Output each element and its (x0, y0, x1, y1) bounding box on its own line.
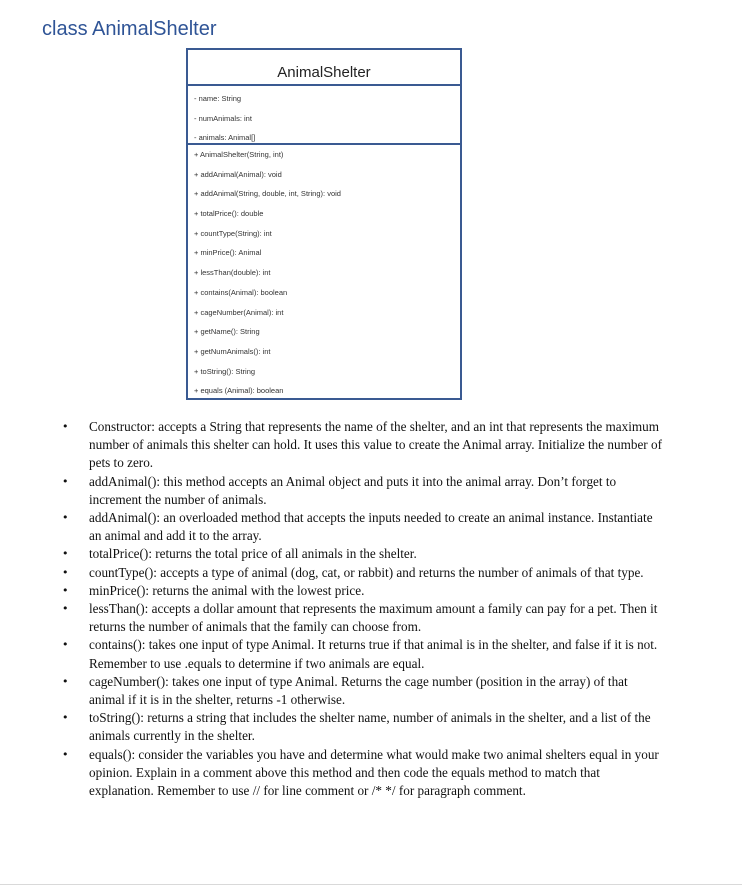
uml-method: + countType(String): int (194, 228, 272, 238)
uml-method: + lessThan(double): int (194, 268, 271, 278)
list-item-text: totalPrice(): returns the total price of all animals in the shelter. (89, 546, 417, 562)
uml-method: + addAnimal(Animal): void (194, 169, 282, 179)
list-item-text: countType(): accepts a type of animal (dog, cat, or rabbit) and returns the number of animals of that type. (89, 564, 644, 580)
method-description-list (62, 418, 662, 800)
page-heading: class AnimalShelter (42, 18, 217, 40)
uml-class-diagram (186, 48, 462, 400)
bullet-icon: • (62, 547, 69, 561)
uml-method: + equals (Animal): boolean (194, 386, 284, 396)
bullet-icon: • (62, 420, 69, 433)
uml-method: + minPrice(): Animal (194, 248, 262, 258)
list-item (62, 418, 662, 473)
uml-method: + getNumAnimals(): int (194, 346, 271, 356)
uml-method: + AnimalShelter(String, int) (194, 150, 284, 159)
uml-method: + addAnimal(String, double, int, String): void (194, 189, 341, 199)
list-item (62, 600, 662, 636)
list-item (62, 564, 662, 582)
bullet-icon: • (62, 602, 69, 616)
list-item-text: toString(): returns a string that includes the shelter name, number of animals in the shelter, and a list of the animals currently in the shelter. (89, 710, 651, 744)
uml-method: + cageNumber(Animal): int (194, 307, 284, 317)
uml-methods-section (188, 145, 460, 401)
list-item (62, 636, 662, 672)
list-item-text: minPrice(): returns the animal with the lowest price. (89, 582, 365, 598)
list-item (62, 509, 662, 545)
page-bottom-divider (0, 884, 742, 885)
uml-attribute: - numAnimals: int (194, 113, 252, 123)
uml-attributes-section (188, 86, 460, 145)
uml-attribute: - animals: Animal[] (194, 133, 256, 143)
bullet-icon: • (62, 511, 69, 525)
bullet-icon: • (62, 674, 69, 688)
uml-method: + getName(): String (194, 327, 260, 337)
uml-attribute: - name: String (194, 94, 242, 103)
bullet-icon: • (62, 565, 69, 579)
list-item-text: equals(): consider the variables you have and determine what would make two animal shelters equal in your opinion. Explain in a comment above this method and then code the equals method to match that explanation. Remember to use // for line comment or /* */ for paragraph comment. (89, 746, 659, 799)
list-item (62, 746, 662, 801)
list-item-text: addAnimal(): an overloaded method that accepts the inputs needed to create an animal instance. Instantiate an animal and add it to the array. (89, 510, 653, 544)
list-item-text: cageNumber(): takes one input of type Animal. Returns the cage number (position in the array) of that animal if it is in the shelter, returns -1 otherwise. (89, 673, 628, 708)
bullet-icon: • (62, 583, 69, 597)
uml-class-name: AnimalShelter (188, 50, 460, 86)
list-item (62, 473, 662, 509)
list-item-text: contains(): takes one input of type Animal. It returns true if that animal is in the shelter, and false if it is not. Remember to use .equals to determine if two animals are equal. (89, 637, 658, 671)
bullet-icon: • (62, 711, 69, 725)
list-item-text: lessThan(): accepts a dollar amount that represents the maximum amount a family can pay for a pet. Then it returns the number of animals that the family can choose from. (89, 601, 658, 635)
bullet-icon: • (62, 474, 69, 488)
uml-method: + contains(Animal): boolean (194, 287, 288, 297)
list-item (62, 582, 662, 600)
bullet-icon: • (62, 638, 69, 652)
uml-method: + totalPrice(): double (194, 209, 264, 219)
list-item (62, 709, 662, 745)
uml-method: + toString(): String (194, 366, 256, 376)
bullet-icon: • (62, 747, 69, 761)
list-item (62, 673, 662, 709)
list-item (62, 545, 662, 563)
list-item-text: Constructor: accepts a String that represents the name of the shelter, and an int that represents the maximum number of animals this shelter can hold. It uses this value to create the Animal array. Initialize the number of pets to zero. (89, 419, 662, 471)
list-item-text: addAnimal(): this method accepts an Animal object and puts it into the animal array. Don’t forget to increment the number of animals. (89, 473, 617, 507)
